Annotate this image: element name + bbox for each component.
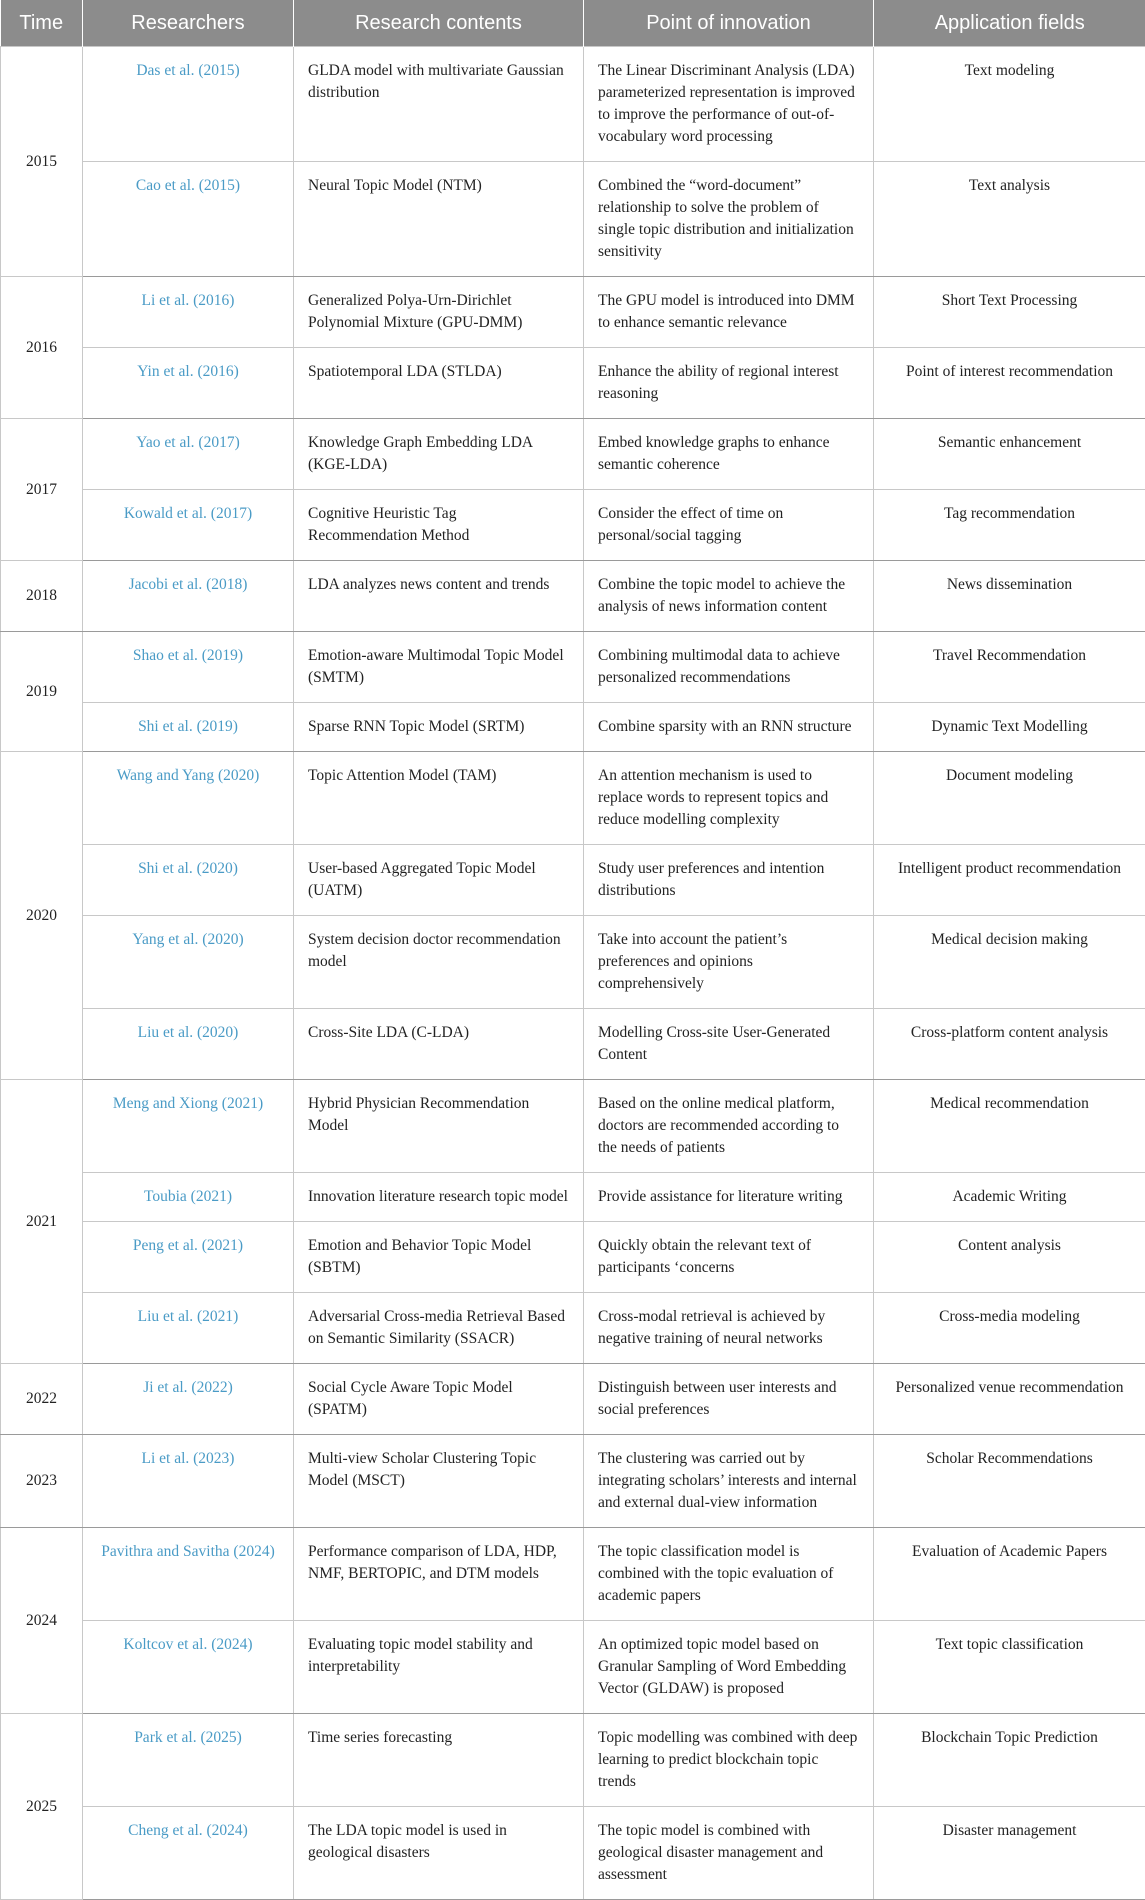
innovation-cell: Distinguish between user interests and social preferences <box>584 1364 874 1435</box>
header-time: Time <box>1 0 83 47</box>
year-cell: 2020 <box>1 752 83 1080</box>
year-cell: 2015 <box>1 47 83 277</box>
header-researchers: Researchers <box>83 0 294 47</box>
application-field-cell: Travel Recommendation <box>874 632 1145 703</box>
researcher-cell[interactable]: Shi et al. (2020) <box>83 845 294 916</box>
table-row <box>1 162 1145 277</box>
researcher-cell[interactable]: Meng and Xiong (2021) <box>83 1080 294 1173</box>
year-cell: 2016 <box>1 277 83 419</box>
research-content-cell: System decision doctor recommendation model <box>294 916 584 1009</box>
innovation-cell: Combined the “word-document” relationship to solve the problem of single topic distribution and initialization sensitivity <box>584 162 874 277</box>
research-content-cell: Hybrid Physician Recommendation Model <box>294 1080 584 1173</box>
researcher-cell[interactable]: Toubia (2021) <box>83 1173 294 1222</box>
year-cell: 2019 <box>1 632 83 752</box>
researcher-cell[interactable]: Cheng et al. (2024) <box>83 1807 294 1900</box>
research-content-cell: Spatiotemporal LDA (STLDA) <box>294 348 584 419</box>
application-field-cell: Text modeling <box>874 47 1145 162</box>
table-row <box>1 1364 1145 1435</box>
researcher-cell[interactable]: Li et al. (2016) <box>83 277 294 348</box>
research-content-cell: User-based Aggregated Topic Model (UATM) <box>294 845 584 916</box>
research-content-cell: Performance comparison of LDA, HDP, NMF, BERTOPIC, and DTM models <box>294 1528 584 1621</box>
table-row <box>1 1807 1145 1900</box>
header-row <box>1 0 1145 47</box>
application-field-cell: Intelligent product recommendation <box>874 845 1145 916</box>
innovation-cell: The topic classification model is combined with the topic evaluation of academic papers <box>584 1528 874 1621</box>
researcher-cell[interactable]: Peng et al. (2021) <box>83 1222 294 1293</box>
researcher-cell[interactable]: Wang and Yang (2020) <box>83 752 294 845</box>
innovation-cell: The clustering was carried out by integrating scholars’ interests and internal and external dual-view information <box>584 1435 874 1528</box>
research-content-cell: Adversarial Cross-media Retrieval Based on Semantic Similarity (SSACR) <box>294 1293 584 1364</box>
header-application-fields: Application fields <box>874 0 1145 47</box>
application-field-cell: Personalized venue recommendation <box>874 1364 1145 1435</box>
table-row <box>1 490 1145 561</box>
table-body <box>1 47 1145 1900</box>
research-content-cell: The LDA topic model is used in geological disasters <box>294 1807 584 1900</box>
research-content-cell: Neural Topic Model (NTM) <box>294 162 584 277</box>
table-row <box>1 1222 1145 1293</box>
application-field-cell: Content analysis <box>874 1222 1145 1293</box>
researcher-cell[interactable]: Pavithra and Savitha (2024) <box>83 1528 294 1621</box>
innovation-cell: Combine the topic model to achieve the analysis of news information content <box>584 561 874 632</box>
innovation-cell: An optimized topic model based on Granular Sampling of Word Embedding Vector (GLDAW) is proposed <box>584 1621 874 1714</box>
researcher-cell[interactable]: Kowald et al. (2017) <box>83 490 294 561</box>
research-content-cell: Emotion-aware Multimodal Topic Model (SMTM) <box>294 632 584 703</box>
researcher-cell[interactable]: Li et al. (2023) <box>83 1435 294 1528</box>
year-cell: 2017 <box>1 419 83 561</box>
year-cell: 2023 <box>1 1435 83 1528</box>
application-field-cell: Evaluation of Academic Papers <box>874 1528 1145 1621</box>
research-content-cell: Sparse RNN Topic Model (SRTM) <box>294 703 584 752</box>
innovation-cell: Cross-modal retrieval is achieved by negative training of neural networks <box>584 1293 874 1364</box>
researcher-cell[interactable]: Liu et al. (2020) <box>83 1009 294 1080</box>
innovation-cell: Quickly obtain the relevant text of participants ‘concerns <box>584 1222 874 1293</box>
application-field-cell: Tag recommendation <box>874 490 1145 561</box>
innovation-cell: Provide assistance for literature writing <box>584 1173 874 1222</box>
application-field-cell: Cross-media modeling <box>874 1293 1145 1364</box>
table-row <box>1 348 1145 419</box>
application-field-cell: Medical decision making <box>874 916 1145 1009</box>
table-row <box>1 1435 1145 1528</box>
innovation-cell: The GPU model is introduced into DMM to enhance semantic relevance <box>584 277 874 348</box>
research-content-cell: Multi-view Scholar Clustering Topic Model (MSCT) <box>294 1435 584 1528</box>
application-field-cell: Disaster management <box>874 1807 1145 1900</box>
application-field-cell: Semantic enhancement <box>874 419 1145 490</box>
application-field-cell: Cross-platform content analysis <box>874 1009 1145 1080</box>
innovation-cell: Combining multimodal data to achieve personalized recommendations <box>584 632 874 703</box>
researcher-cell[interactable]: Cao et al. (2015) <box>83 162 294 277</box>
application-field-cell: Point of interest recommendation <box>874 348 1145 419</box>
year-cell: 2022 <box>1 1364 83 1435</box>
innovation-cell: Topic modelling was combined with deep learning to predict blockchain topic trends <box>584 1714 874 1807</box>
innovation-cell: The Linear Discriminant Analysis (LDA) parameterized representation is improved to improve the performance of out-of-vocabulary word processing <box>584 47 874 162</box>
research-content-cell: Generalized Polya-Urn-Dirichlet Polynomial Mixture (GPU-DMM) <box>294 277 584 348</box>
table-row <box>1 752 1145 845</box>
table-row <box>1 1009 1145 1080</box>
table-row <box>1 1173 1145 1222</box>
application-field-cell: Blockchain Topic Prediction <box>874 1714 1145 1807</box>
innovation-cell: The topic model is combined with geological disaster management and assessment <box>584 1807 874 1900</box>
research-content-cell: Innovation literature research topic model <box>294 1173 584 1222</box>
innovation-cell: Based on the online medical platform, doctors are recommended according to the needs of patients <box>584 1080 874 1173</box>
table-row <box>1 1714 1145 1807</box>
research-content-cell: Time series forecasting <box>294 1714 584 1807</box>
table-row <box>1 561 1145 632</box>
table-row <box>1 47 1145 162</box>
innovation-cell: Study user preferences and intention distributions <box>584 845 874 916</box>
table-row <box>1 1293 1145 1364</box>
researcher-cell[interactable]: Yang et al. (2020) <box>83 916 294 1009</box>
research-content-cell: Emotion and Behavior Topic Model (SBTM) <box>294 1222 584 1293</box>
research-content-cell: Cognitive Heuristic Tag Recommendation Method <box>294 490 584 561</box>
research-content-cell: Evaluating topic model stability and interpretability <box>294 1621 584 1714</box>
research-content-cell: Topic Attention Model (TAM) <box>294 752 584 845</box>
header-research-contents: Research contents <box>294 0 584 47</box>
application-field-cell: Document modeling <box>874 752 1145 845</box>
researcher-cell[interactable]: Koltcov et al. (2024) <box>83 1621 294 1714</box>
researcher-cell[interactable]: Das et al. (2015) <box>83 47 294 162</box>
innovation-cell: Embed knowledge graphs to enhance semantic coherence <box>584 419 874 490</box>
application-field-cell: Text analysis <box>874 162 1145 277</box>
researcher-cell[interactable]: Yao et al. (2017) <box>83 419 294 490</box>
table-row <box>1 845 1145 916</box>
year-cell: 2021 <box>1 1080 83 1364</box>
researcher-cell[interactable]: Yin et al. (2016) <box>83 348 294 419</box>
application-field-cell: Academic Writing <box>874 1173 1145 1222</box>
innovation-cell: Modelling Cross-site User-Generated Content <box>584 1009 874 1080</box>
year-cell: 2024 <box>1 1528 83 1714</box>
year-cell: 2018 <box>1 561 83 632</box>
table-row <box>1 1528 1145 1621</box>
header-point-of-innovation: Point of innovation <box>584 0 874 47</box>
researcher-cell[interactable]: Park et al. (2025) <box>83 1714 294 1807</box>
innovation-cell: Take into account the patient’s preferences and opinions comprehensively <box>584 916 874 1009</box>
researcher-cell[interactable]: Shao et al. (2019) <box>83 632 294 703</box>
researcher-cell[interactable]: Jacobi et al. (2018) <box>83 561 294 632</box>
application-field-cell: Medical recommendation <box>874 1080 1145 1173</box>
innovation-cell: Combine sparsity with an RNN structure <box>584 703 874 752</box>
innovation-cell: Enhance the ability of regional interest reasoning <box>584 348 874 419</box>
application-field-cell: Dynamic Text Modelling <box>874 703 1145 752</box>
table-row <box>1 277 1145 348</box>
application-field-cell: Short Text Processing <box>874 277 1145 348</box>
research-content-cell: LDA analyzes news content and trends <box>294 561 584 632</box>
table-row <box>1 1621 1145 1714</box>
research-content-cell: Cross-Site LDA (C-LDA) <box>294 1009 584 1080</box>
table-row <box>1 419 1145 490</box>
research-content-cell: Knowledge Graph Embedding LDA (KGE-LDA) <box>294 419 584 490</box>
table-row <box>1 703 1145 752</box>
table-row <box>1 916 1145 1009</box>
table-row <box>1 632 1145 703</box>
researcher-cell[interactable]: Ji et al. (2022) <box>83 1364 294 1435</box>
researcher-cell[interactable]: Liu et al. (2021) <box>83 1293 294 1364</box>
innovation-cell: An attention mechanism is used to replace words to represent topics and reduce modelling complexity <box>584 752 874 845</box>
research-content-cell: Social Cycle Aware Topic Model (SPATM) <box>294 1364 584 1435</box>
year-cell: 2025 <box>1 1714 83 1900</box>
researcher-cell[interactable]: Shi et al. (2019) <box>83 703 294 752</box>
application-field-cell: News dissemination <box>874 561 1145 632</box>
application-field-cell: Text topic classification <box>874 1621 1145 1714</box>
table-row <box>1 1080 1145 1173</box>
application-field-cell: Scholar Recommendations <box>874 1435 1145 1528</box>
innovation-cell: Consider the effect of time on personal/social tagging <box>584 490 874 561</box>
research-content-cell: GLDA model with multivariate Gaussian distribution <box>294 47 584 162</box>
